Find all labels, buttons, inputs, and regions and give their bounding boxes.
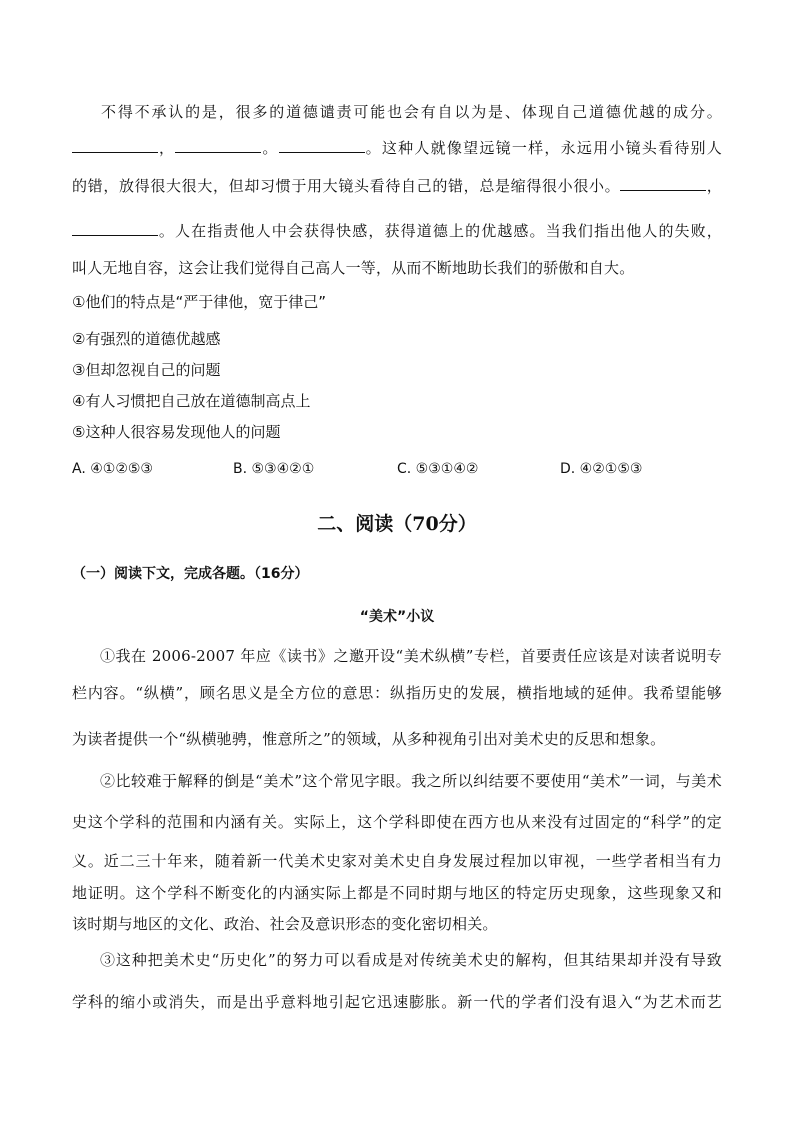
passage-line-2: ， 。 。这种人就像望远镜一样，永远用小镜头看待别人 <box>72 138 722 158</box>
section-title: 二、阅读（70分） <box>317 513 477 535</box>
subsection-title: （一）阅读下文，完成各题。（16分） <box>72 566 309 582</box>
option-5: ⑤这种人很容易发现他人的问题 <box>72 423 281 441</box>
passage-line-3: 的错，放得很大很大，但却习惯于用大镜头看待自己的错，总是缩得很小很小。 ， <box>72 177 722 195</box>
article-line-3: 为读者提供一个“纵横驰骋，惟意所之”的领域，从多种视角引出对美术史的反思和想象。 <box>72 730 666 748</box>
article-title: “美术”小议 <box>359 609 435 625</box>
passage-line-1: 不得不承认的是，很多的道德谴责可能也会有自以为是、体现自己道德优越的成分。 <box>101 103 722 121</box>
option-1: ①他们的特点是“严于律他，宽于律己” <box>72 293 326 311</box>
option-3: ③但却忽视自己的问题 <box>72 361 221 379</box>
article-line-9: ③这种把美术史“历史化”的努力可以看成是对传统美术史的解构，但其结果却并没有导致 <box>100 951 722 969</box>
choice-c[interactable]: C. ⑤③①④② <box>397 461 479 477</box>
article-line-7: 地证明。这个学科不断变化的内涵实际上都是不同时期与地区的特定历史现象，这些现象又和 <box>72 884 722 902</box>
passage-line-5: 叫人无地自容，这会让我们觉得自己高人一等，从而不断地助长我们的骄傲和自大。 <box>72 259 635 277</box>
article-line-1: ①我在 2006-2007 年应《读书》之邀开设“美术纵横”专栏，首要责任应该是对读者说明专 <box>100 647 722 665</box>
article-line-4: ②比较难于解释的倒是“美术”这个常见字眼。我之所以纠结要不要使用“美术”一词，与美术 <box>100 772 722 790</box>
article-line-5: 史这个学科的范围和内涵有关。实际上，这个学科即使在西方也从来没有过固定的“科学”的定 <box>72 813 722 831</box>
article-line-2: 栏内容。“纵横”，顾名思义是全方位的意思：纵指历史的发展，横指地域的延伸。我希望能够 <box>72 684 722 702</box>
article-line-10: 学科的缩小或消失，而是出乎意料地引起它迅速膨胀。新一代的学者们没有退入“为艺术而艺 <box>72 993 722 1011</box>
answer-blank-1[interactable] <box>72 138 158 153</box>
choice-d[interactable]: D. ④②①⑤③ <box>560 461 643 477</box>
answer-blank-3[interactable] <box>279 138 365 153</box>
answer-blank-4[interactable] <box>620 176 706 191</box>
choice-b[interactable]: B. ⑤③④②① <box>233 461 315 477</box>
answer-blank-5[interactable] <box>72 221 158 236</box>
answer-blank-2[interactable] <box>175 138 261 153</box>
option-2: ②有强烈的道德优越感 <box>72 330 221 348</box>
option-4: ④有人习惯把自己放在道德制高点上 <box>72 392 311 410</box>
passage-line-4: 。人在指责他人中会获得快感，获得道德上的优越感。当我们指出他人的失败， <box>72 221 722 241</box>
choice-a[interactable]: A. ④①②⑤③ <box>72 461 153 477</box>
article-line-6: 义。近二三十年来，随着新一代美术史家对美术史自身发展过程加以审视，一些学者相当有力 <box>72 852 722 870</box>
article-line-8: 该时期与地区的文化、政治、社会及意识形态的变化密切相关。 <box>72 915 498 933</box>
